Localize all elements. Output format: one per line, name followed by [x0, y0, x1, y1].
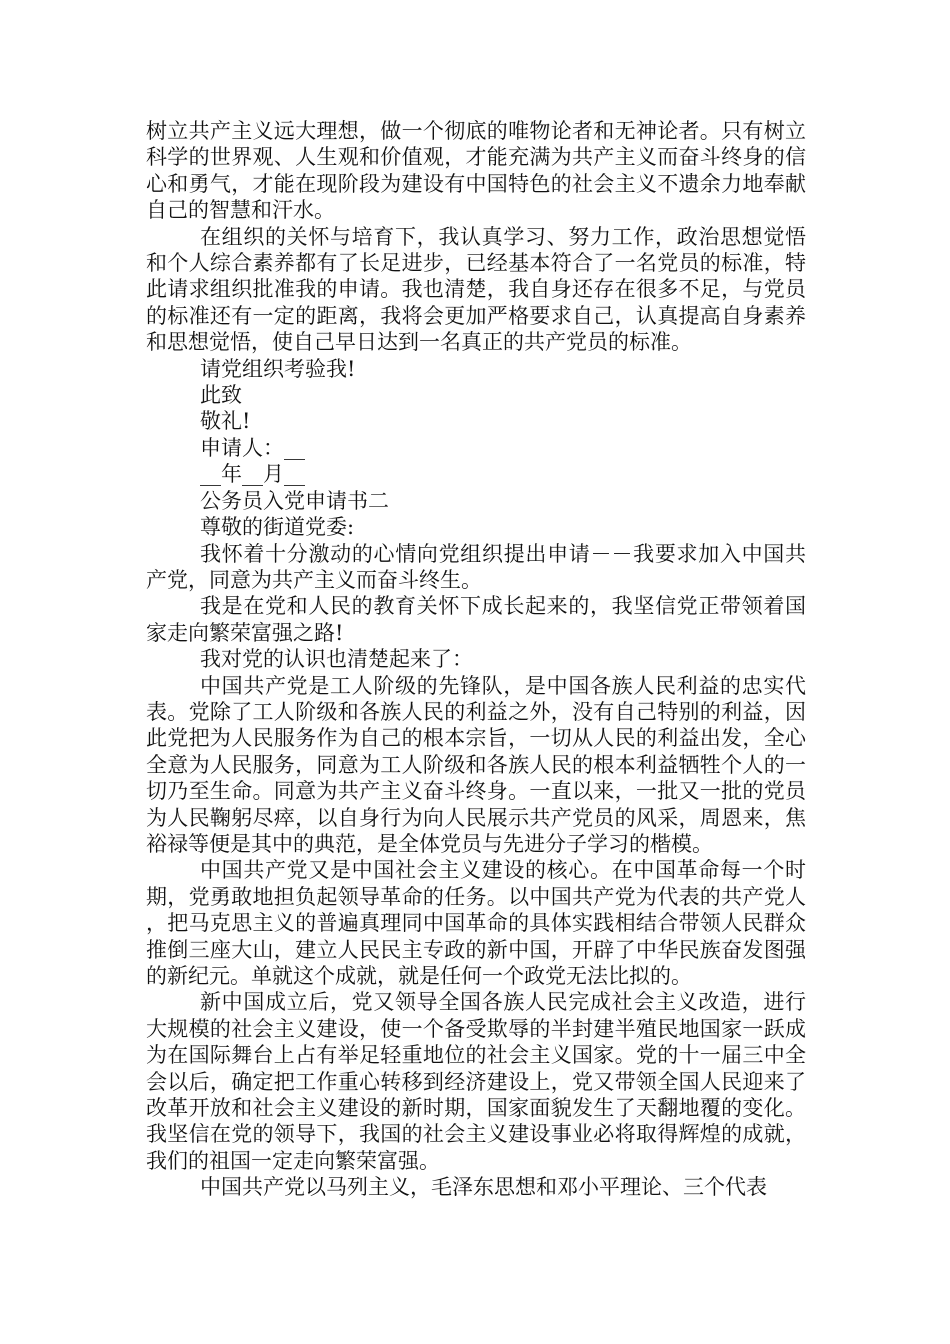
applicant-signature-line: 申请人：__	[200, 435, 305, 460]
salutation-jingli: 敬礼!	[200, 409, 251, 434]
paragraph-new-china: 新中国成立后，党又领导全国各族人民完成社会主义改造，进行大规模的社会主义建设，使一个备受欺辱的半封建半殖民地国家一跃成为在国际舞台上占有举足轻重地位的社会主义国家。党的十一届三中全会以后，确定把工作重心转移到经济建设上，党又带领全国人民迎来了改革开放和社会主义建设的新时期，国家面貌发生了天翻地覆的变化。我坚信在党的领导下，我国的社会主义建设事业必将取得辉煌的成就，我们的祖国一定走向繁荣富强。	[146, 990, 806, 1173]
section-title: 公务员入党申请书二	[200, 488, 389, 513]
letter-greeting: 尊敬的街道党委:	[200, 515, 355, 540]
paragraph-continued: 树立共产主义远大理想，做一个彻底的唯物论者和无神论者。只有树立科学的世界观、人生观和价值观，才能充满为共产主义而奋斗终身的信心和勇气，才能在现阶段为建设有中国特色的社会主义不遗余力地奉献自己的智慧和汗水。	[146, 119, 806, 223]
paragraph-organization-care: 在组织的关怀与培育下，我认真学习、努力工作，政治思想觉悟和个人综合素养都有了长足进步，已经基本符合了一名党员的标准，特此请求组织批准我的申请。我也清楚，我自身还存在很多不足，与党员的标准还有一定的距离，我将会更加严格要求自己，认真提高自身素养和思想觉悟，使自己早日达到一名真正的共产党员的标准。	[146, 224, 806, 355]
salutation-cizhi: 此致	[200, 383, 242, 408]
paragraph-vanguard: 中国共产党是工人阶级的先锋队，是中国各族人民利益的忠实代表。党除了工人阶级和各族人民的利益之外，没有自己特别的利益，因此党把为人民服务作为自己的根本宗旨，一切从人民的利益出发，全心全意为人民服务，同意为工人阶级和各族人民的根本利益牺牲个人的一切乃至生命。同意为共产主义奋斗终身。一直以来，一批又一批的党员为人民鞠躬尽瘁，以自身行为向人民展示共产党员的风采，周恩来，焦裕禄等便是其中的典范，是全体党员与先进分子学习的楷模。	[146, 673, 806, 856]
paragraph-core-of-construction: 中国共产党又是中国社会主义建设的核心。在中国革命每一个时期，党勇敢地担负起领导革命的任务。以中国共产党为代表的共产党人，把马克思主义的普遍真理同中国革命的具体实践相结合带领人民群众推倒三座大山，建立人民民主专政的新中国，开辟了中华民族奋发图强的新纪元。单就这个成就，就是任何一个政党无法比拟的。	[146, 858, 806, 988]
date-line: __年__月__	[200, 462, 305, 487]
closing-request-line: 请党组织考验我!	[200, 356, 356, 381]
paragraph-application: 我怀着十分激动的心情向党组织提出申请－－我要求加入中国共产党，同意为共产主义而奋斗终生。	[146, 541, 806, 592]
document-page	[146, 118, 806, 1201]
paragraph-understanding-intro: 我对党的认识也清楚起来了：	[200, 647, 473, 672]
paragraph-growth: 我是在党和人民的教育关怀下成长起来的，我坚信党正带领着国家走向繁荣富强之路!	[146, 594, 806, 645]
paragraph-guiding-theory: 中国共产党以马列主义，毛泽东思想和邓小平理论、三个代表	[200, 1175, 767, 1200]
